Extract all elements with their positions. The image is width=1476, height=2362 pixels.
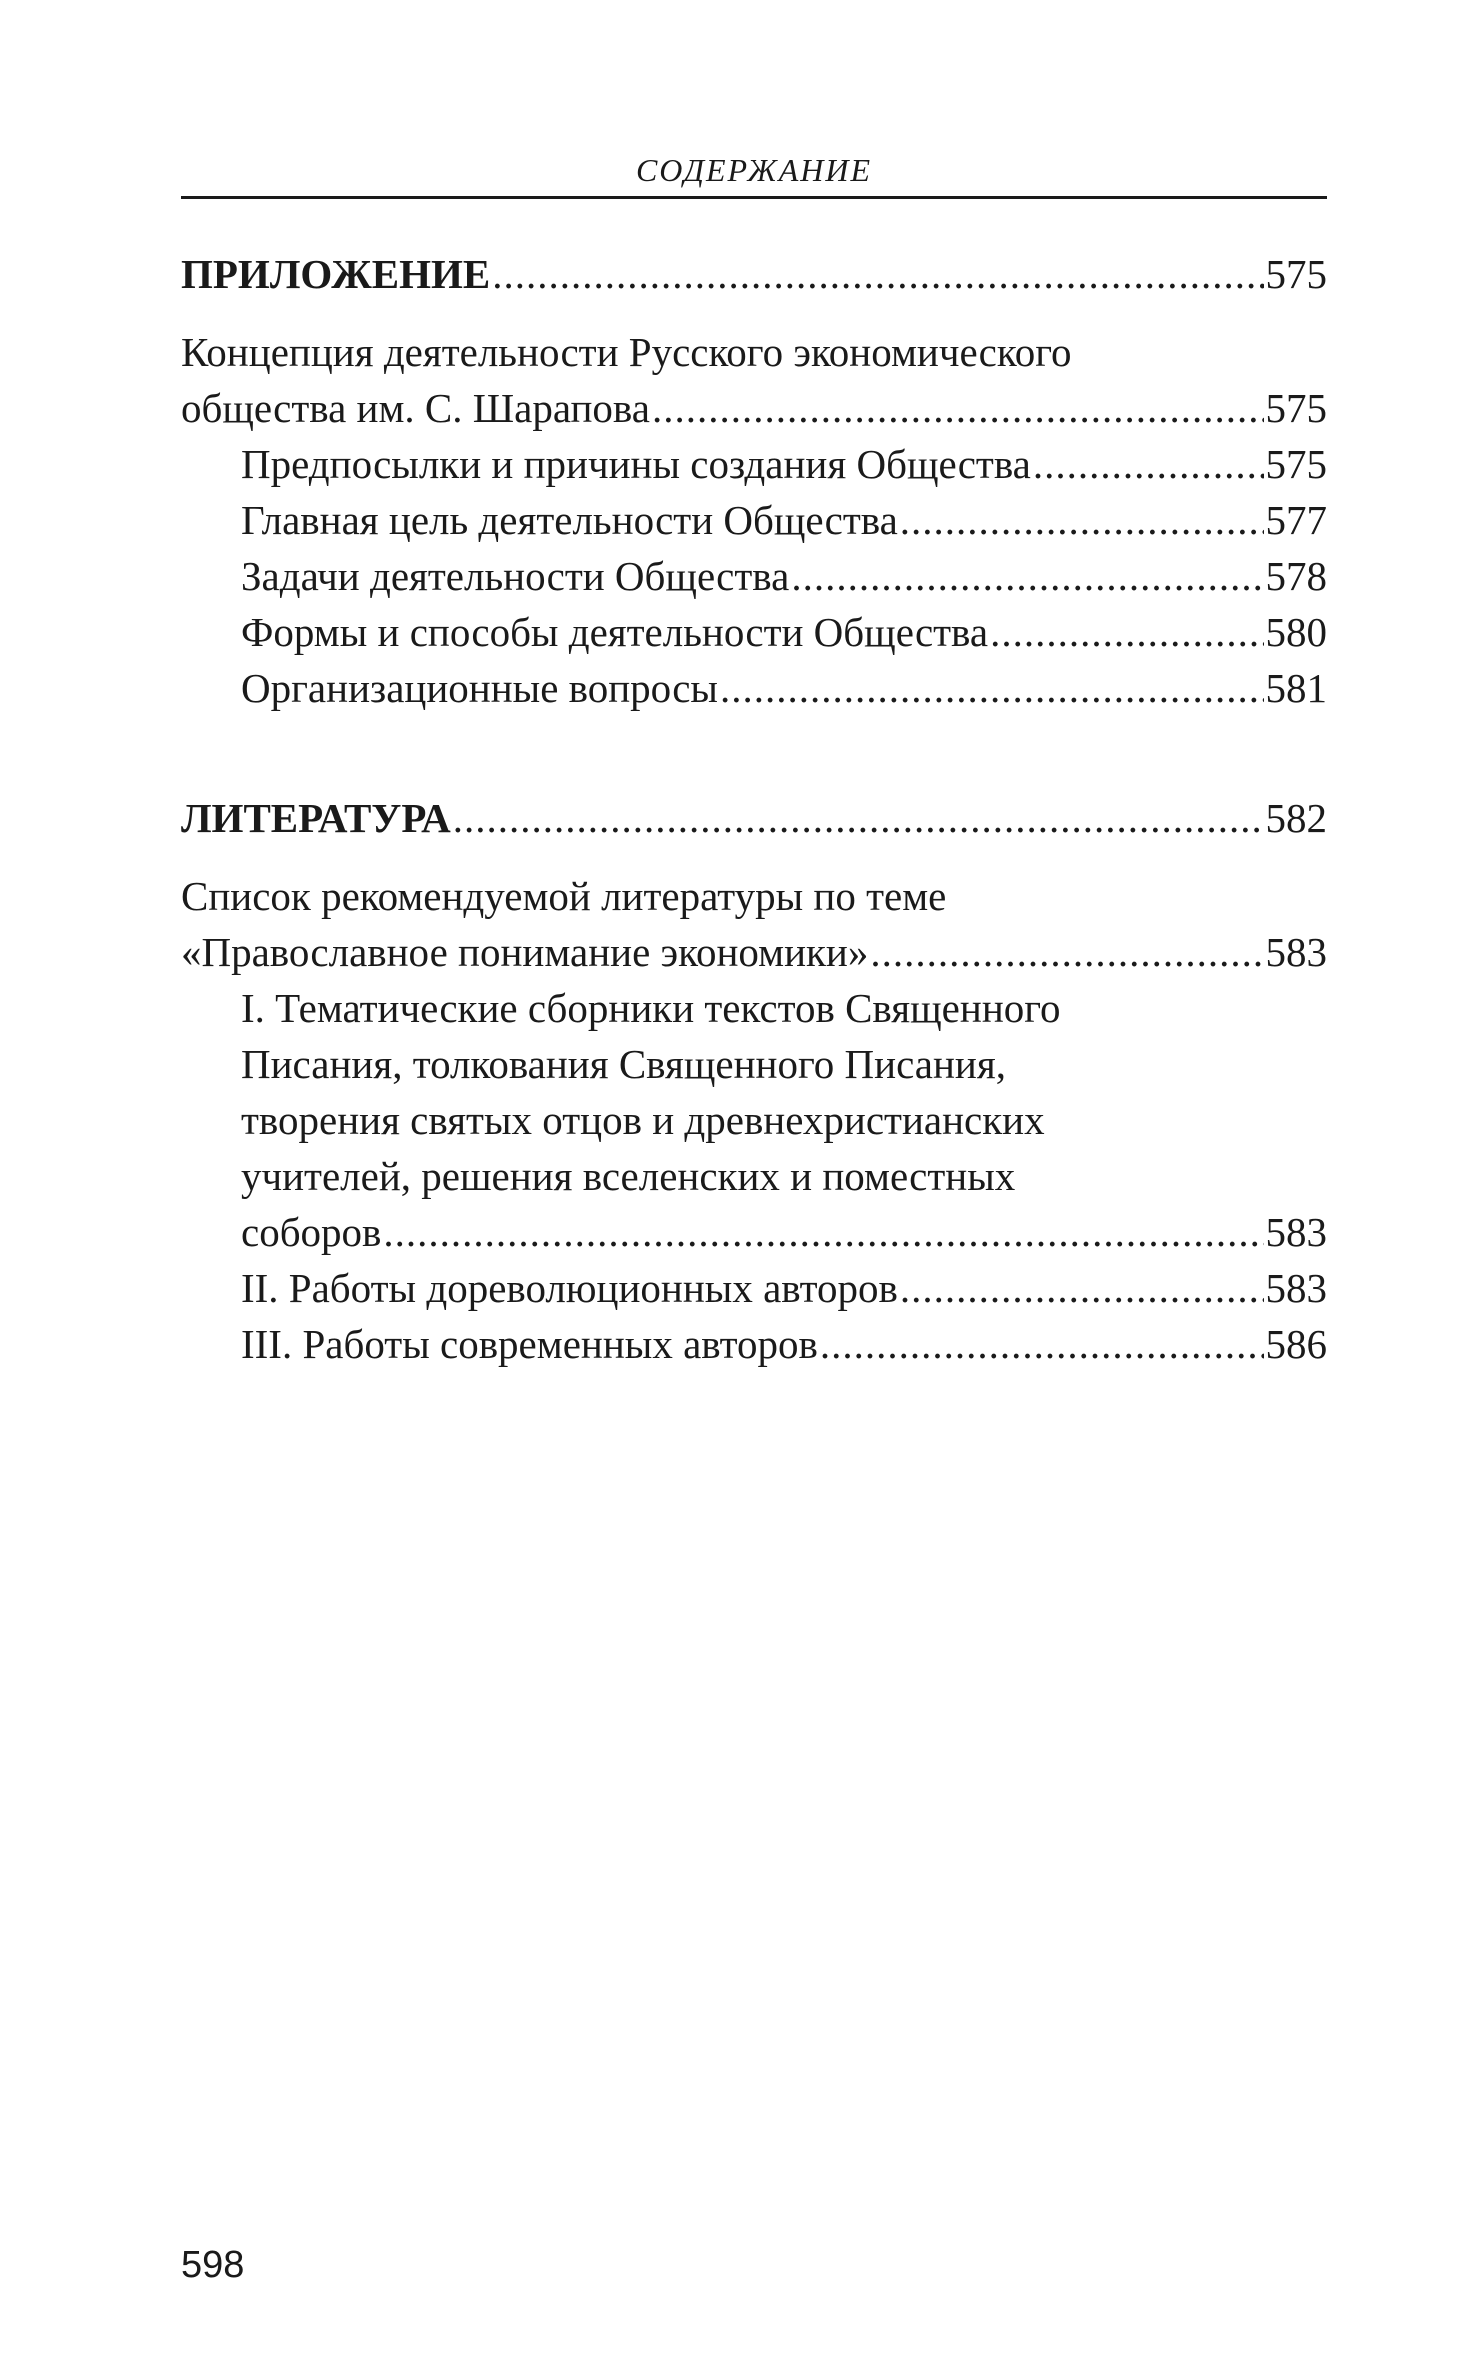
dot-leader: [990, 604, 1263, 660]
toc-page-number: 583: [1265, 1265, 1327, 1311]
toc-page-number: 577: [1265, 497, 1327, 543]
toc-entry-text: Организационные вопросы: [241, 665, 718, 711]
running-head: СОДЕРЖАНИЕ: [635, 152, 873, 188]
toc-page-number: 586: [1265, 1321, 1327, 1367]
toc-subentry[interactable]: [181, 492, 1327, 548]
toc-subentry[interactable]: [181, 1316, 1327, 1372]
dot-leader: [1033, 436, 1264, 492]
toc-subentry[interactable]: [181, 604, 1327, 660]
book-page: [181, 0, 1327, 2362]
dot-leader: [453, 790, 1264, 846]
toc-entry-line: I. Тематические сборники текстов Священного: [241, 985, 1061, 1031]
toc-entry-text: Главная цель деятельности Общества: [241, 497, 898, 543]
toc-heading[interactable]: [181, 246, 1327, 302]
toc-entry-line: творения святых отцов и древнехристианских: [241, 1097, 1045, 1143]
toc-section-appendix: [181, 246, 1327, 716]
dot-leader: [820, 1316, 1264, 1372]
toc-entry-last-line: [241, 1204, 1327, 1260]
toc-subentry[interactable]: [181, 980, 1327, 1260]
toc-page-number: 581: [1265, 665, 1327, 711]
toc-subentry[interactable]: [181, 436, 1327, 492]
dot-leader: [652, 380, 1264, 436]
toc-section-literature: [181, 790, 1327, 1372]
dot-leader: [900, 492, 1264, 548]
toc-entry-last-line: [181, 380, 1327, 436]
toc-page-number: 582: [1265, 795, 1327, 841]
dot-leader: [492, 246, 1263, 302]
toc-entry[interactable]: [181, 868, 1327, 980]
toc-entry-text: III. Работы современных авторов: [241, 1321, 818, 1367]
toc-entry-line: Список рекомендуемой литературы по теме: [181, 873, 947, 919]
toc-entry-line: Концепция деятельности Русского экономического: [181, 329, 1072, 375]
dot-leader: [720, 660, 1264, 716]
toc-entry-last-line: [181, 924, 1327, 980]
toc-entry-text: Формы и способы деятельности Общества: [241, 609, 989, 655]
toc-entry-text: Задачи деятельности Общества: [241, 553, 790, 599]
dot-leader: [900, 1260, 1264, 1316]
toc-entry-text: общества им. С. Шарапова: [181, 385, 650, 431]
toc-entry-line: Писания, толкования Священного Писания,: [241, 1041, 1006, 1087]
toc-entry-text: «Православное понимание экономики»: [181, 929, 869, 975]
dot-leader: [383, 1204, 1263, 1260]
toc-heading-title: ПРИЛОЖЕНИЕ: [181, 251, 491, 297]
toc-entry-text: II. Работы дореволюционных авторов: [241, 1265, 898, 1311]
toc-page-number: 583: [1265, 929, 1327, 975]
toc-page-number: 578: [1265, 553, 1327, 599]
toc-page-number: 580: [1265, 609, 1327, 655]
toc-page-number: 575: [1265, 251, 1327, 297]
toc-page-number: 575: [1265, 385, 1327, 431]
toc-page-number: 575: [1265, 441, 1327, 487]
toc-entry-line: учителей, решения вселенских и поместных: [241, 1153, 1016, 1199]
dot-leader: [870, 924, 1263, 980]
toc-page-number: 583: [1265, 1209, 1327, 1255]
toc-entry-text: Предпосылки и причины создания Общества: [241, 441, 1031, 487]
toc-entry[interactable]: [181, 324, 1327, 436]
toc-subentry[interactable]: [181, 548, 1327, 604]
toc-entry-text: соборов: [241, 1209, 382, 1255]
toc-subentry[interactable]: [181, 660, 1327, 716]
toc-heading-title: ЛИТЕРАТУРА: [181, 795, 451, 841]
dot-leader: [791, 548, 1263, 604]
toc-subentry[interactable]: [181, 1260, 1327, 1316]
page-number: 598: [181, 2244, 245, 2286]
toc-heading[interactable]: [181, 790, 1327, 846]
header-rule: [181, 196, 1327, 199]
